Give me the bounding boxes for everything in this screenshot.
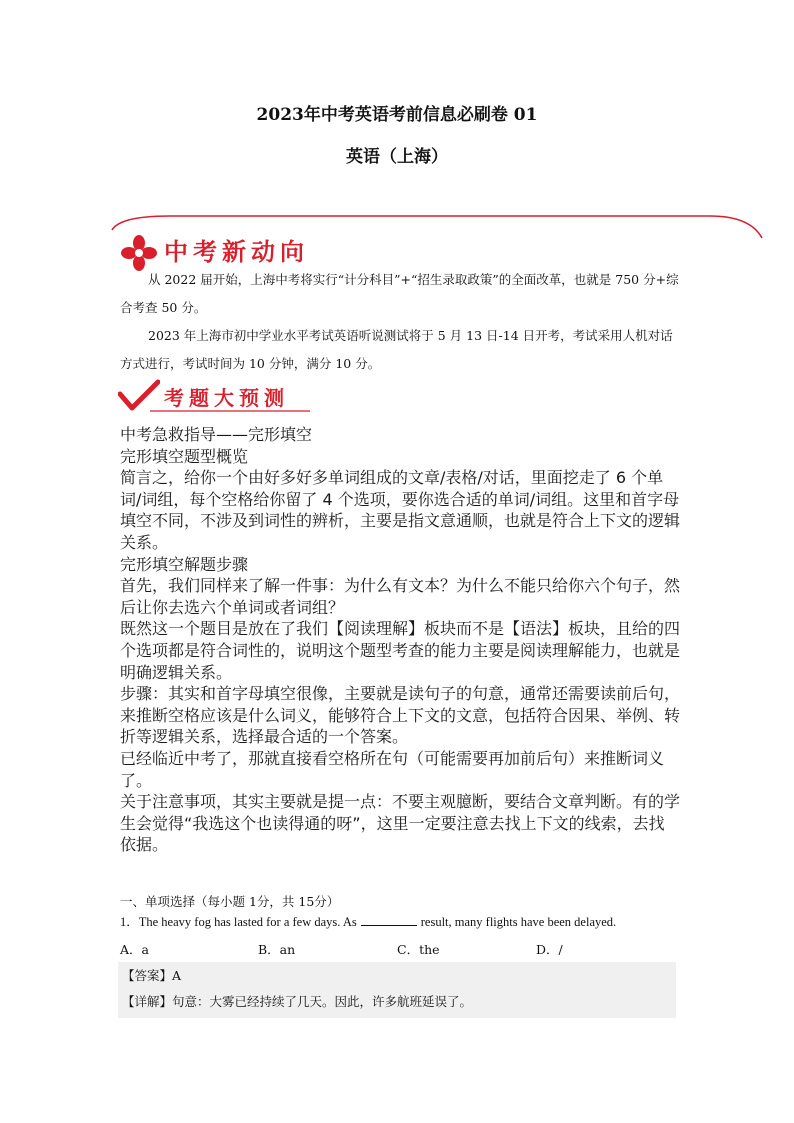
guide-subheading-steps: 完形填空解题步骤 <box>120 554 249 574</box>
paragraph-listening-test: 2023 年上海市初中学业水平考试英语听说测试将于 5 月 13 日-14 日开考，考试采用人机对话方式进行，考试时间为 10 分钟，满分 10 分。 <box>120 328 673 371</box>
guidance-text <box>120 424 680 856</box>
option-a: A．a <box>120 942 149 957</box>
guide-paragraph: 已经临近中考了，那就直接看空格所在句（可能需要再加前后句）来推断词义了。 <box>120 748 665 790</box>
question-stem-end: result, many flights have been delayed. <box>420 915 617 929</box>
guide-paragraph: 既然这一个题目是放在了我们【阅读理解】板块而不是【语法】板块，且给的四个选项都是符合词性的，说明这个题型考查的能力主要是阅读理解能力，也就是明确逻辑关系。 <box>120 619 681 682</box>
answer-blank <box>361 914 417 926</box>
section-heading-new-trends: 中考新动向 <box>164 238 309 266</box>
paragraph-reform: 从 2022 届开始，上海中考将实行“计分科目”+“招生录取政策”的全面改革，也就是 750 分+综合考查 50 分。 <box>120 272 679 315</box>
option-c: C．the <box>397 942 440 957</box>
page-subtitle: 英语（上海） <box>346 147 448 167</box>
guide-subheading-overview: 完形填空题型概览 <box>120 446 249 466</box>
checkmark-icon <box>118 378 160 412</box>
page-title: 2023年中考英语考前信息必刷卷 01 <box>256 105 538 125</box>
guide-paragraph: 首先，我们同样来了解一件事：为什么有文本？为什么不能只给你六个句子，然后让你去选六个单词或者词组？ <box>120 576 681 617</box>
guide-paragraph: 关于注意事项，其实主要就是提一点：不要主观臆断，要结合文章判断。有的学生会觉得“我选这个也读得通的呀”，这里一定要注意去找上下文的线索，去找依据。 <box>120 792 681 855</box>
guide-paragraph: 简言之，给你一个由好多好多单词组成的文章/表格/对话，里面挖走了 6 个单词/词组，每个空格给你留了 4 个选项，要你选合适的单词/词组。这里和首字母填空不同，不涉及到词性的辨析，主要是指文意通顺，也就是符合上下文的逻辑关系。 <box>120 468 681 552</box>
question-stem <box>120 912 616 930</box>
question-section-heading: 一、单项选择（每小题 1分，共 15分） <box>120 894 340 909</box>
question-stem-start: 1．The heavy fog has lasted for a few days. As <box>120 915 357 929</box>
guide-title: 中考急救指导——完形填空 <box>120 425 313 444</box>
answer-text: 【答案】A <box>122 968 182 983</box>
section-heading-predictions: 考题大预测 <box>164 386 289 410</box>
option-b: B．an <box>258 942 296 957</box>
guide-paragraph: 步骤：其实和首字母填空很像，主要就是读句子的句意，通常还需要读前后句，来推断空格应该是什么词义，能够符合上下文的文意，包括符合因果、举例、转折等逻辑关系，选择最合适的一个答案。 <box>120 684 681 747</box>
answer-detail: 【详解】句意：大雾已经持续了几天。因此，许多航班延误了。 <box>122 994 473 1009</box>
heading-underline <box>150 408 310 414</box>
option-d: D．/ <box>536 942 563 957</box>
